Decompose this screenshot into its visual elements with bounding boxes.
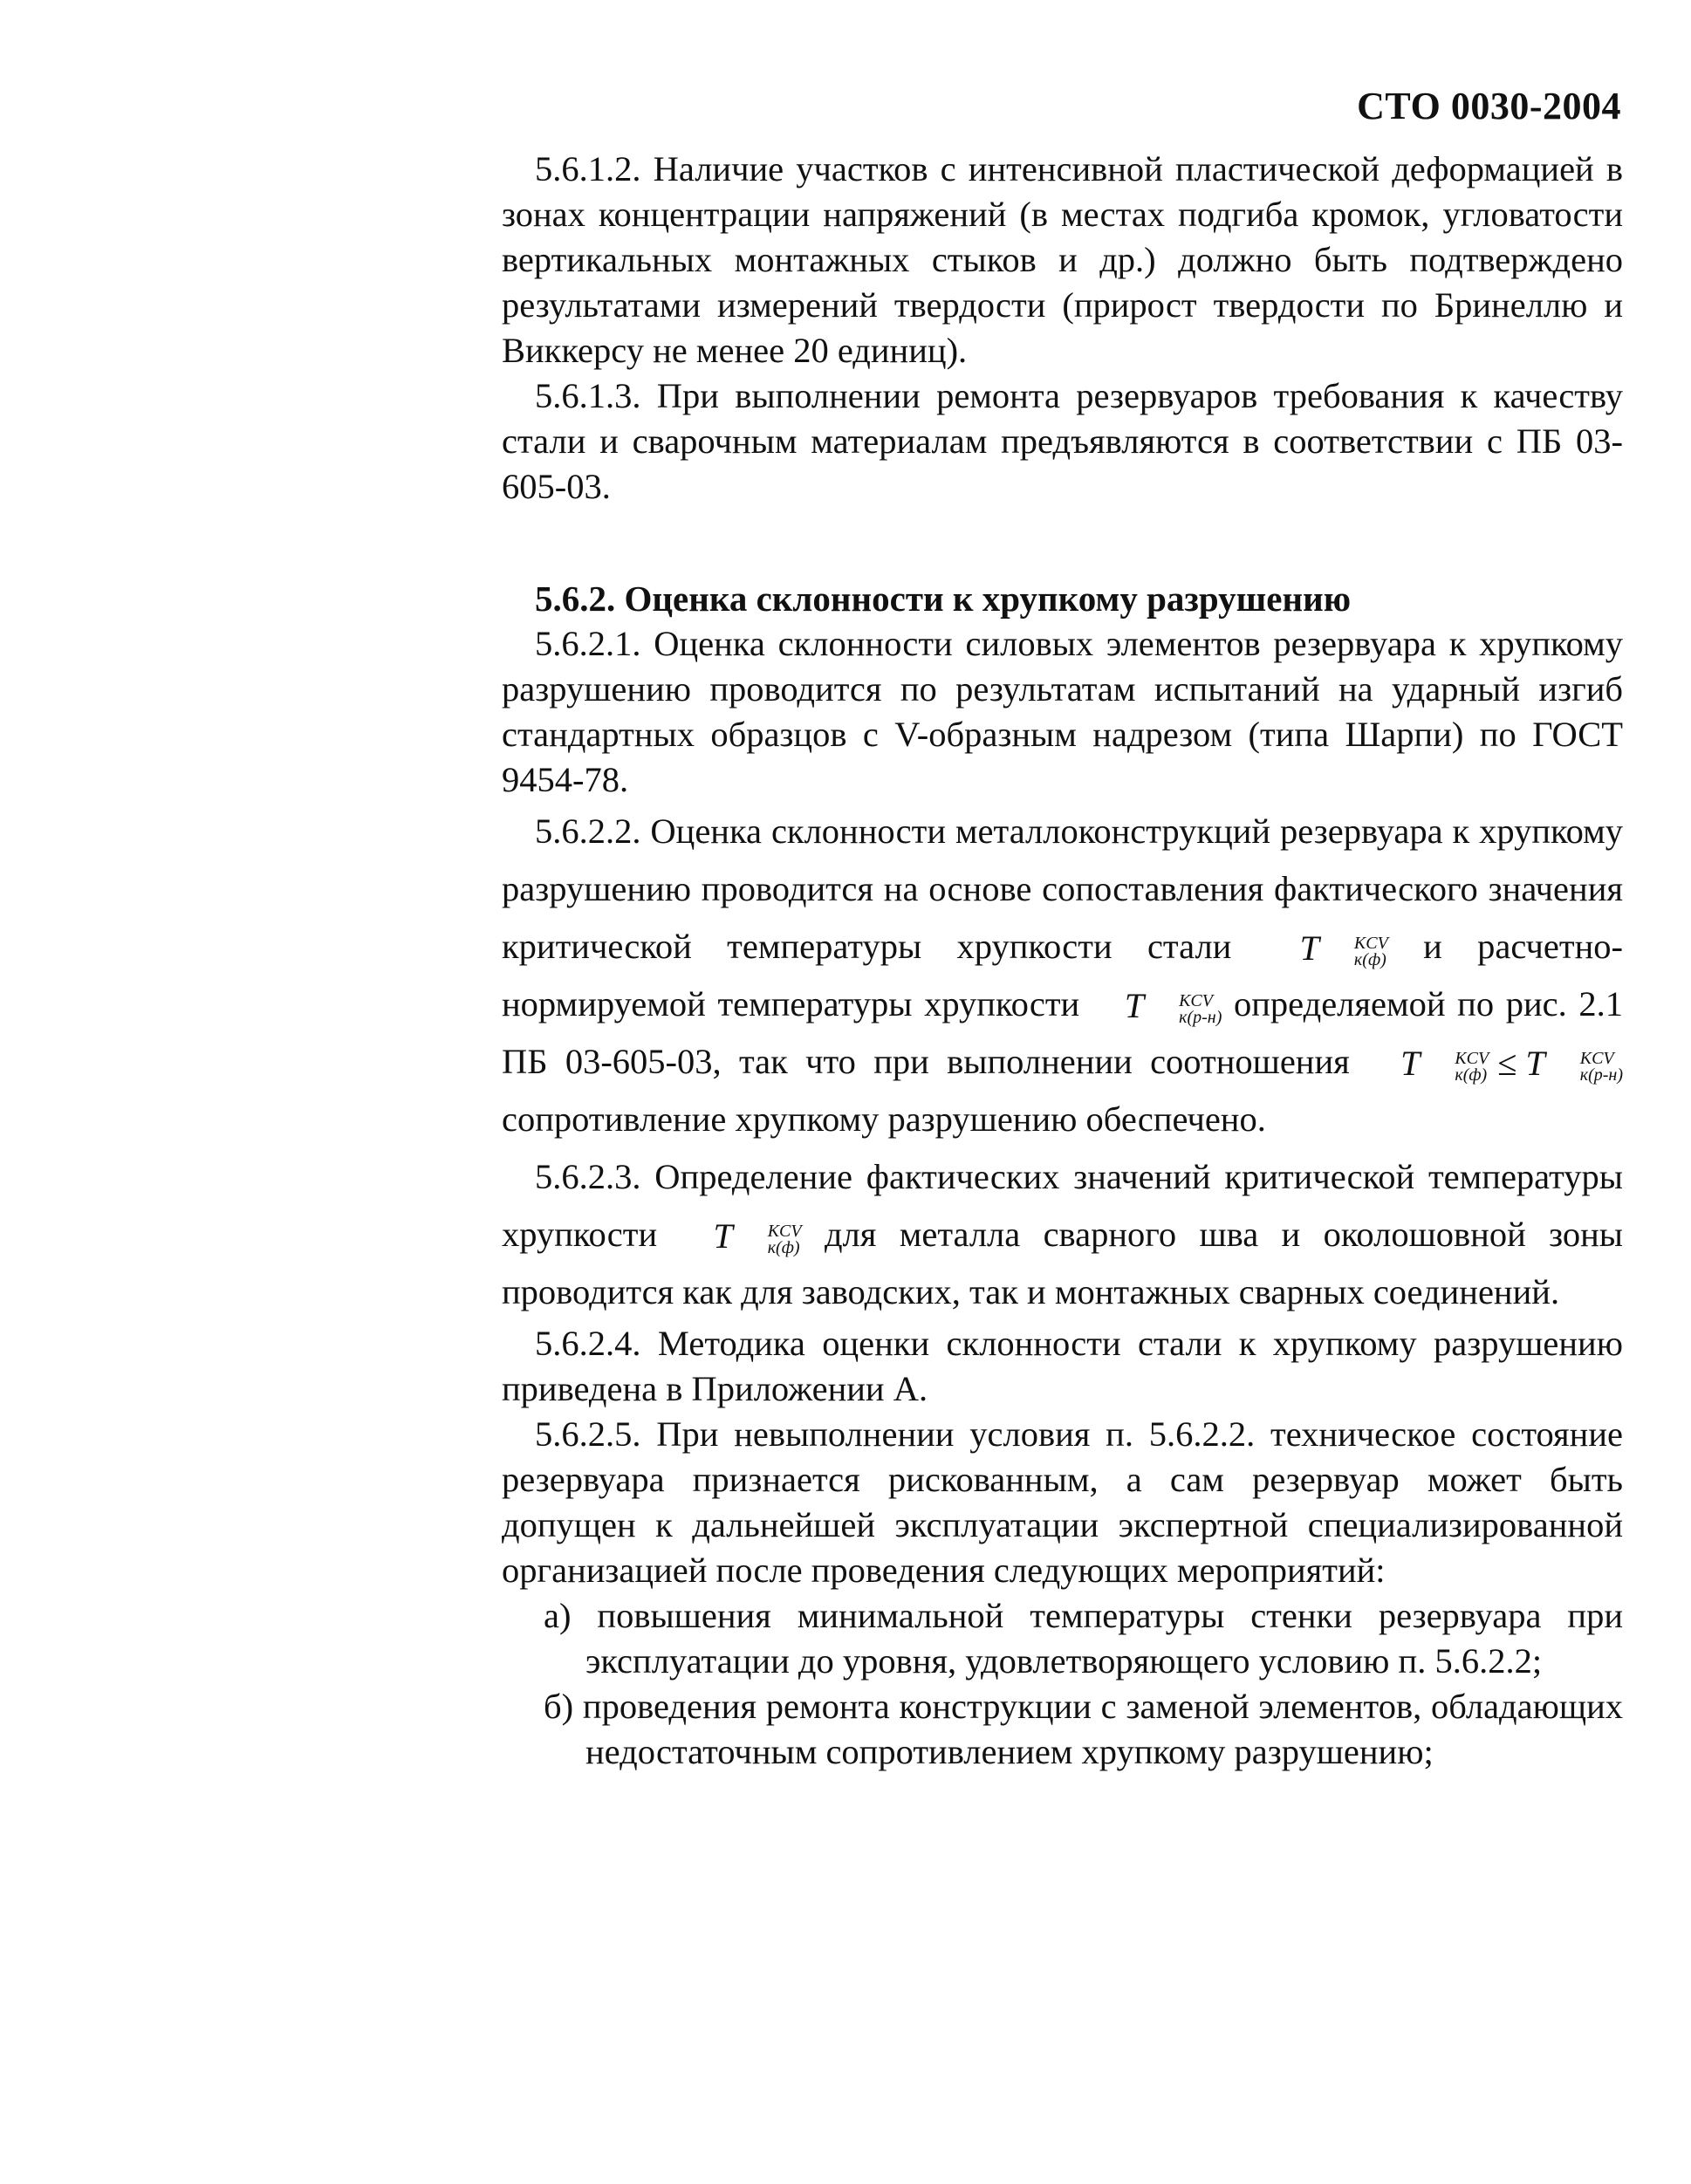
paragraph-5-6-1-2: 5.6.1.2. Наличие участков с интенсивной пластической деформацией в зонах концентрации напряжений (в местах подгиба кромок, угловатости вертикальных монтажных стыков и др.) должно быть подтверждено результатами измерений твердости (прирост твердости по Бринеллю и Виккерсу не менее 20 единиц). bbox=[502, 149, 1623, 370]
document-body bbox=[502, 147, 1623, 1775]
formula-t-fact: T KCV к(ф) bbox=[713, 1216, 802, 1258]
paragraph-text-part: 5.6.2.2. Оценка склонности металлоконструкций резервуара к хрупкому разрушению проводится на основе сопоставления фактического значения критической температуры хрупкости стали bbox=[502, 811, 1623, 966]
paragraph-5-6-1-3: 5.6.1.3. При выполнении ремонта резервуаров требования к качеству стали и сварочным материалам предъявляются в соответствии с ПБ 03-605-03. bbox=[502, 376, 1623, 506]
paragraph-5-6-2-1: 5.6.2.1. Оценка склонности силовых элементов резервуара к хрупкому разрушению проводится по результатам испытаний на ударный изгиб стандартных образцов с V-образным надрезом (типа Шарпи) по ГОСТ 9454-78. bbox=[502, 624, 1623, 799]
paragraph-5-6-2-3 bbox=[502, 1148, 1623, 1321]
formula-t-fact: T KCV к(ф) bbox=[1299, 928, 1388, 970]
paragraph-text-part: для металла сварного шва и околошовной зоны проводится как для заводских, так и монтажных сварных соединений. bbox=[502, 1215, 1623, 1311]
paragraph-text-part: определяемой по рис. 2.1 ПБ 03-605-03, так что при выполнении соотношения bbox=[502, 984, 1624, 1081]
list-item-b: б) проведения ремонта конструкции с заменой элементов, обладающих недостаточным сопротивлением хрупкому разрушению; bbox=[544, 1687, 1623, 1771]
formula-t-norm: T KCV к(р-н) bbox=[1124, 986, 1222, 1028]
paragraph-5-6-2-5: 5.6.2.5. При невыполнении условия п. 5.6.2.2. техническое состояние резервуара признается рискованным, а сам резервуар может быть допущен к дальнейшей эксплуатации экспертной специализированной организацией после проведения следующих мероприятий: bbox=[502, 1414, 1623, 1590]
paragraph-5-6-2-2 bbox=[502, 803, 1623, 1148]
paragraph-5-6-2-4: 5.6.2.4. Методика оценки склонности стали к хрупкому разрушению приведена в Приложении А. bbox=[502, 1324, 1623, 1408]
document-code-header: СТО 0030-2004 bbox=[1357, 85, 1621, 127]
formula-inequality: T KCV к(ф) ≤ T KCV к(р-н) bbox=[1400, 1044, 1623, 1085]
list-item-a: а) повышения минимальной температуры стенки резервуара при эксплуатации до уровня, удовлетворяющего условию п. 5.6.2.2; bbox=[544, 1596, 1623, 1681]
paragraph-text-part: 5.6.2.3. Определение фактических значений критической температуры хрупкости bbox=[502, 1157, 1623, 1254]
section-heading-5-6-2: 5.6.2. Оценка склонности к хрупкому разрушению bbox=[535, 579, 1352, 619]
paragraph-text-part: и расчетно-нормируемой температуры хрупкости bbox=[502, 927, 1623, 1024]
paragraph-text-part: сопротивление хрупкому разрушению обеспечено. bbox=[502, 1099, 1266, 1139]
